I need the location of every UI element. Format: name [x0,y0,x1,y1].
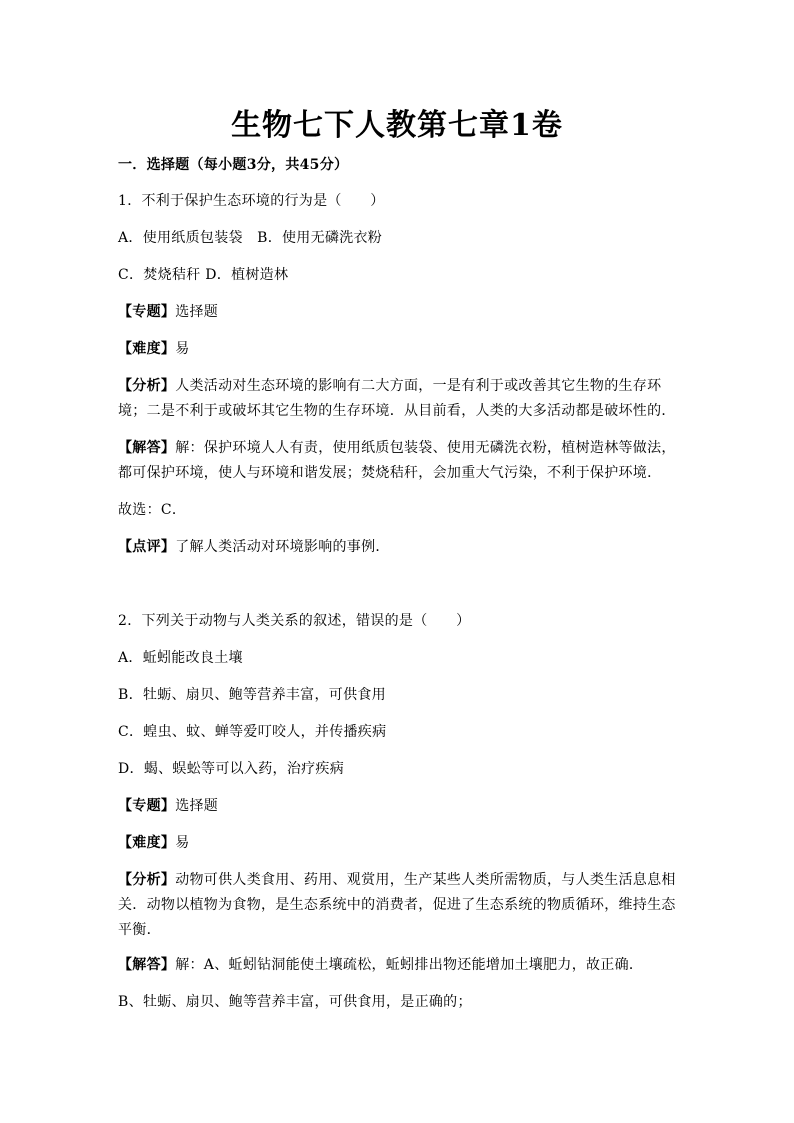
q1-options-ab: A．使用纸质包装袋 B．使用无磷洗衣粉 [118,230,383,246]
q1-comment [118,535,678,560]
q1-analysis-tag: 【分析】 [118,378,176,394]
q1-comment-tag: 【点评】 [118,539,176,555]
q1-topic [118,300,678,325]
q2-topic-value: 选择题 [175,798,219,814]
q1-comment-text: 了解人类活动对环境影响的事例． [175,539,390,555]
q1-answer-text: 解：保护环境人人有责，使用纸质包装袋、使用无磷洗衣粉，植树造林等做法，都可保护环境，使人与环境和谐发展；焚烧秸秆，会加重大气污染，不利于保护环境． [118,440,676,481]
q1-analysis [118,374,678,424]
q2-difficulty-value: 易 [175,835,190,851]
q1-analysis-text: 人类活动对生态环境的影响有二大方面，一是有利于或改善其它生物的生存环境；二是不利于或破坏其它生物的生存环境．从目前看，人类的大多活动都是破坏性的． [118,378,676,419]
section-heading: 一．选择题（每小题3分，共45分） [118,157,349,173]
q2-topic [118,794,678,819]
q2-analysis-text: 动物可供人类食用、药用、观赏用，生产某些人类所需物质，与人类生活息息相关．动物以植物为食物，是生态系统中的消费者，促进了生态系统的物质循环，维持生态平衡． [118,872,676,938]
q2-analysis [118,868,678,943]
q2-answer-text: 解：A、蚯蚓钻洞能使土壤疏松，蚯蚓排出物还能增加土壤肥力，故正确． [175,957,644,973]
q2-option-a: A．蚯蚓能改良土壤 [118,650,243,666]
page-title: 生物七下人教第七章1卷 [231,108,563,143]
q1-difficulty-value: 易 [175,341,190,357]
q2-difficulty-tag: 【难度】 [118,835,176,851]
q2-option-b: B．牡蛎、扇贝、鲍等营养丰富，可供食用 [118,687,386,703]
q1-answer-tag: 【解答】 [118,440,176,456]
q1-topic-value: 选择题 [175,304,219,320]
q1-answer [118,436,678,486]
q1-stem: 1．不利于保护生态环境的行为是（ ） [118,193,385,209]
q2-difficulty [118,831,678,856]
q2-answer [118,953,678,978]
q1-choice: 故选：C． [118,502,187,518]
q2-topic-tag: 【专题】 [118,798,176,814]
q2-option-c: C．蝗虫、蚊、蝉等爱叮咬人，并传播疾病 [118,724,387,740]
q2-answer-b: B、牡蛎、扇贝、鲍等营养丰富，可供食用，是正确的； [118,994,472,1010]
q2-analysis-tag: 【分析】 [118,872,176,888]
q2-stem: 2．下列关于动物与人类关系的叙述，错误的是（ ） [118,613,471,629]
q1-options-cd: C．焚烧秸秆 D．植树造林 [118,267,289,283]
q1-topic-tag: 【专题】 [118,304,176,320]
q1-difficulty [118,337,678,362]
q2-option-d: D．蝎、蜈蚣等可以入药，治疗疾病 [118,761,345,777]
q1-difficulty-tag: 【难度】 [118,341,176,357]
q2-answer-tag: 【解答】 [118,957,176,973]
